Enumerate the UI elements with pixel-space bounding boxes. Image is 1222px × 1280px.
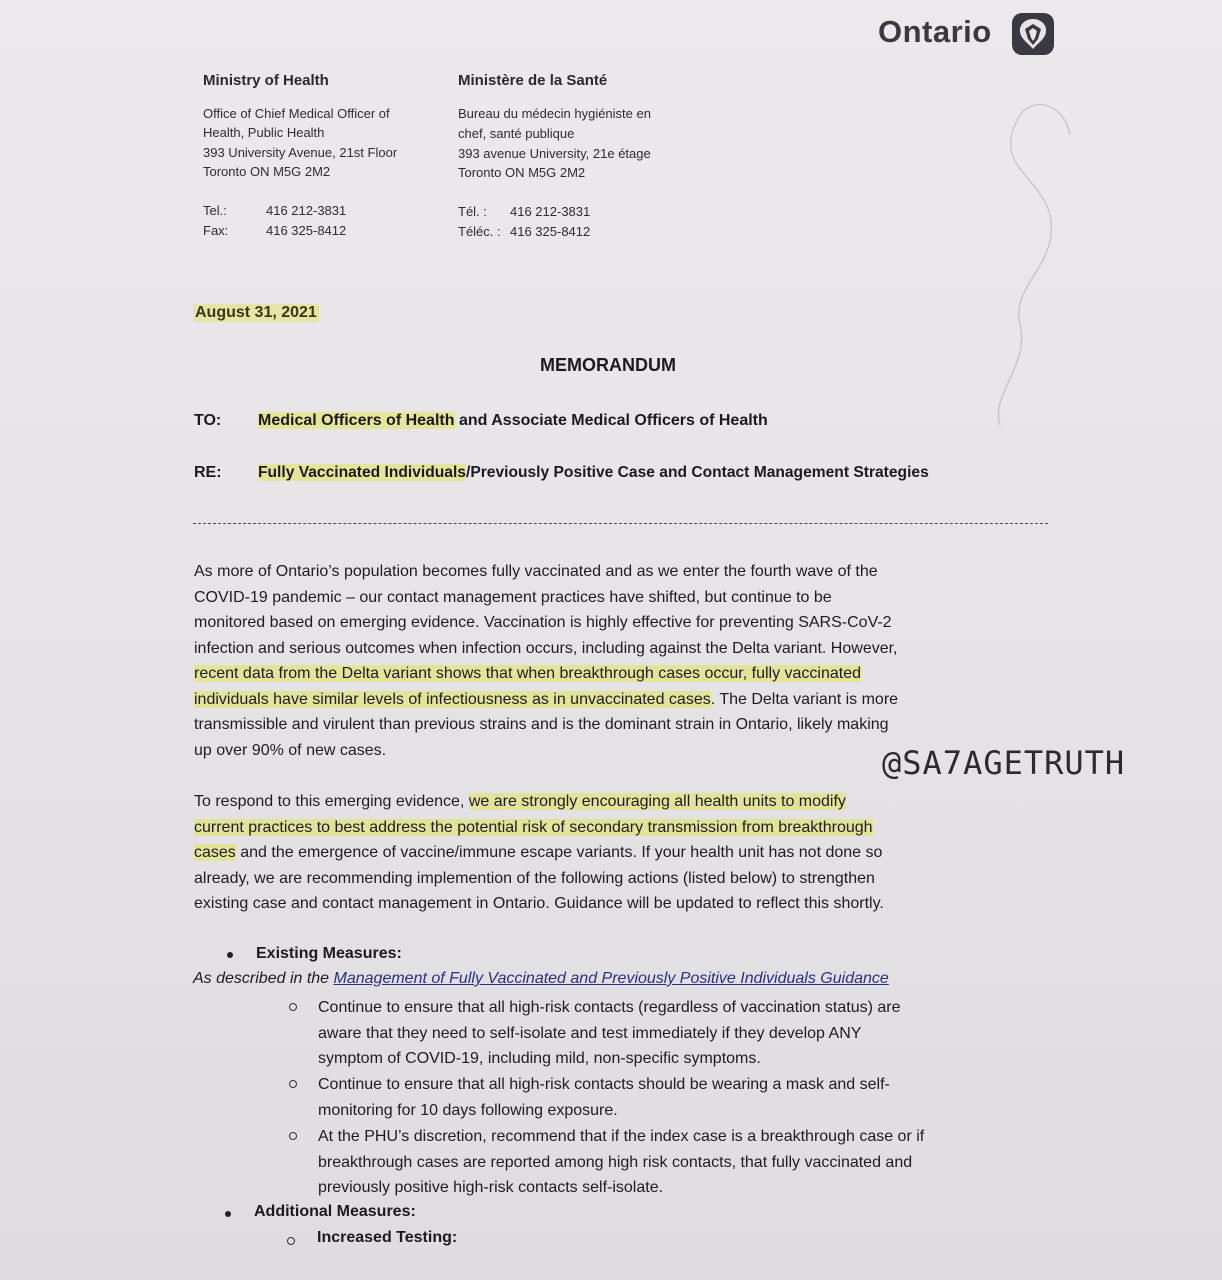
paragraph-line: transmissible and virulent than previous strains and is the dominant strain in Ontario, likely making	[194, 716, 889, 733]
bullet-dot-icon	[225, 1211, 231, 1217]
fax-number-fr: 416 325-8412	[510, 224, 591, 239]
tel-number-en: 416 212-3831	[266, 203, 347, 218]
paragraph-line	[194, 687, 898, 713]
paragraph-2	[194, 789, 884, 917]
paragraph-line: COVID-19 pandemic – our contact management practices have shifted, but continue to be	[194, 588, 832, 606]
to-label: TO:	[194, 412, 222, 429]
guidance-reference	[193, 970, 889, 988]
re-rest: /Previously Positive Case and Contact Management Strategies	[465, 464, 929, 481]
fax-label-fr: Téléc. :	[458, 224, 501, 239]
item-line: Continue to ensure that all high-risk contacts should be wearing a mask and self-	[318, 1076, 890, 1093]
paragraph-text: . The Delta variant is more	[710, 690, 899, 708]
existing-measure-item	[318, 1072, 890, 1123]
item-line: previously positive high-risk contacts self-isolate.	[318, 1179, 664, 1196]
paragraph-line: infection and serious outcomes when infection occurs, including against the Delta variant. However,	[194, 639, 898, 657]
address-en-line: Office of Chief Medical Officer of	[203, 106, 390, 121]
address-en-line: 393 University Avenue, 21st Floor	[203, 145, 398, 160]
address-fr-line: Bureau du médecin hygiéniste en	[458, 106, 651, 121]
circle-bullet-icon	[289, 1080, 297, 1088]
paragraph-line	[194, 789, 884, 815]
paragraph-line: already, we are recommending implemention of the following actions (listed below) to strengthen	[194, 869, 875, 887]
to-recipients	[258, 412, 768, 430]
circle-bullet-icon	[289, 1003, 297, 1011]
highlighted-text: cases	[194, 844, 236, 861]
watermark-handle: @SA7AGETRUTH	[882, 744, 1126, 782]
guidance-intro: As described in the	[193, 970, 334, 987]
existing-measure-item	[318, 1124, 924, 1201]
tel-label-fr: Tél. :	[458, 204, 487, 219]
memo-title: MEMORANDUM	[540, 355, 676, 375]
item-line: monitoring for 10 days following exposure.	[318, 1101, 618, 1119]
increased-testing-heading: Increased Testing:	[317, 1229, 458, 1246]
paragraph-line: existing case and contact management in Ontario. Guidance will be updated to reflect this shortly.	[194, 895, 884, 912]
paragraph-text: and the emergence of vaccine/immune escape variants. If your health unit has not done so	[235, 844, 883, 861]
ministry-en: Ministry of Health	[203, 72, 329, 89]
paragraph-line: up over 90% of new cases.	[194, 741, 387, 759]
existing-measure-item	[318, 995, 901, 1072]
bullet-dot-icon	[227, 952, 233, 958]
item-line: aware that they need to self-isolate and test immediately if they develop ANY	[318, 1024, 862, 1042]
re-label: RE:	[194, 464, 222, 481]
circle-bullet-icon	[289, 1132, 297, 1140]
item-line: At the PHU’s discretion, recommend that if the index case is a breakthrough case or if	[318, 1128, 925, 1145]
tel-label-en: Tel.:	[203, 203, 227, 218]
address-en-line: Health, Public Health	[203, 125, 325, 140]
address-en-line: Toronto ON M5G 2M2	[203, 164, 331, 179]
re-highlighted: Fully Vaccinated Individuals	[258, 464, 466, 481]
trillium-icon	[1011, 12, 1055, 56]
guidance-link[interactable]: Management of Fully Vaccinated and Previously Positive Individuals Guidance	[333, 970, 889, 987]
highlighted-text: we are strongly encouraging all health units to modify	[468, 793, 846, 810]
highlighted-text: current practices to best address the potential risk of secondary transmission from breakthrough	[194, 818, 873, 836]
to-rest: and Associate Medical Officers of Health	[454, 412, 768, 429]
paragraph-line	[194, 815, 884, 841]
fax-label-en: Fax:	[203, 223, 229, 238]
address-fr-line: Toronto ON M5G 2M2	[458, 165, 586, 180]
paragraph-text: To respond to this emerging evidence,	[194, 793, 469, 810]
item-line: Continue to ensure that all high-risk contacts (regardless of vaccination status) are	[318, 999, 901, 1016]
highlighted-text: individuals have similar levels of infectiousness as in unvaccinated cases	[194, 690, 711, 708]
ontario-logo-text: Ontario	[878, 14, 992, 49]
ministry-fr: Ministère de la Santé	[458, 72, 608, 89]
separator-rule	[193, 523, 1048, 524]
paragraph-line	[194, 840, 884, 866]
highlighted-text: recent data from the Delta variant shows that when breakthrough cases occur, fully vaccinated	[194, 665, 862, 682]
address-fr-line: chef, santé publique	[458, 126, 575, 141]
pen-scribble	[960, 95, 1080, 435]
re-subject	[258, 464, 929, 482]
paragraph-line: As more of Ontario’s population becomes fully vaccinated and as we enter the fourth wave of the	[194, 563, 878, 580]
circle-bullet-icon	[287, 1237, 295, 1245]
tel-number-fr: 416 212-3831	[510, 204, 591, 219]
to-highlighted: Medical Officers of Health	[258, 412, 455, 429]
paragraph-line	[194, 661, 898, 687]
fax-number-en: 416 325-8412	[266, 223, 347, 238]
address-fr-line: 393 avenue University, 21e étage	[458, 146, 651, 161]
item-line: breakthrough cases are reported among high risk contacts, that fully vaccinated and	[318, 1153, 913, 1171]
memo-date: August 31, 2021	[195, 304, 317, 321]
paragraph-line: monitored based on emerging evidence. Vaccination is highly effective for preventing SARS-CoV-2	[194, 614, 892, 631]
paragraph-1	[194, 559, 898, 763]
item-line: symptom of COVID-19, including mild, non-specific symptoms.	[318, 1050, 761, 1067]
existing-measures-heading: Existing Measures:	[256, 945, 402, 962]
additional-measures-heading: Additional Measures:	[254, 1203, 416, 1220]
